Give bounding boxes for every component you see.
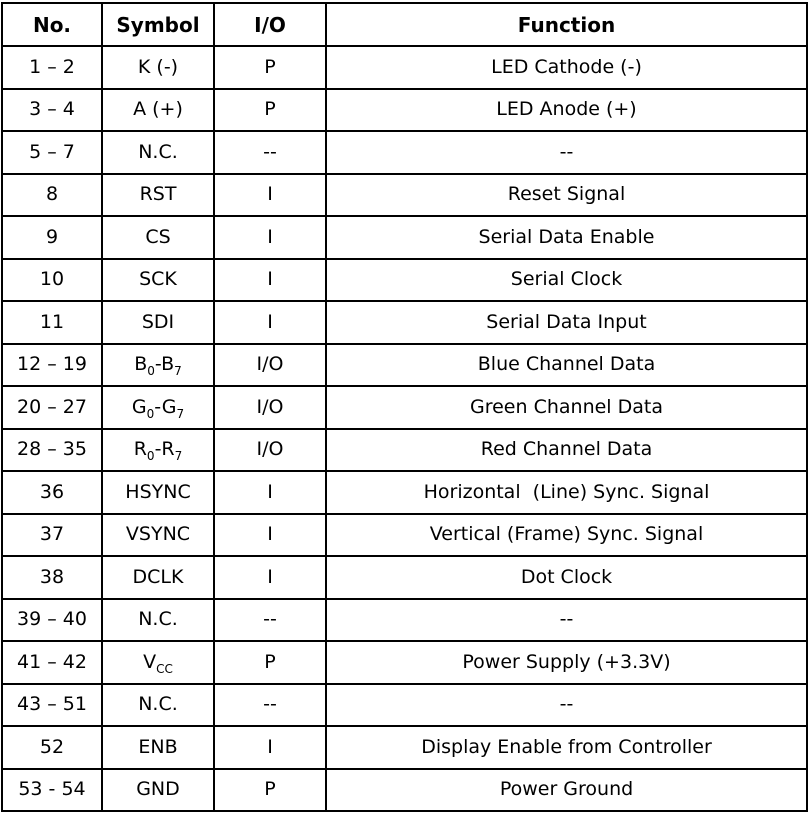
symbol-base: G [131,395,147,418]
pin-no: 12 – 19 [2,344,102,387]
pin-function: Serial Data Enable [326,216,807,259]
table-row [2,301,807,344]
table-row [2,514,807,557]
symbol-base: SCK [139,268,177,291]
pin-io: I [214,301,326,344]
symbol-base: N.C. [138,608,178,631]
pin-symbol [102,386,214,429]
pin-symbol [102,599,214,642]
pin-io: I [214,216,326,259]
header-no: No. [2,3,102,46]
pin-function: LED Cathode (-) [326,46,807,89]
symbol-subscript-end: 7 [174,364,182,379]
pin-symbol [102,769,214,812]
symbol-base: R [133,438,147,461]
pin-function: -- [326,684,807,727]
table-row [2,344,807,387]
table-row [2,259,807,302]
header-symbol: Symbol [102,3,214,46]
pin-no: 39 – 40 [2,599,102,642]
symbol-base: VSYNC [125,523,191,546]
symbol-subscript-end: 7 [176,406,185,421]
pin-io: I/O [214,386,326,429]
pin-function: Red Channel Data [326,429,807,472]
pin-function: Serial Data Input [326,301,807,344]
pin-function: Vertical (Frame) Sync. Signal [326,514,807,557]
pin-symbol [102,344,214,387]
symbol-subscript: 0 [146,406,155,421]
pin-io: P [214,89,326,132]
pin-symbol [102,684,214,727]
table-row [2,471,807,514]
table-header-row [2,3,807,46]
symbol-base: SDI [141,310,175,333]
pin-symbol [102,429,214,472]
table-row [2,174,807,217]
pin-symbol [102,174,214,217]
pin-no: 36 [2,471,102,514]
table-row [2,216,807,259]
symbol-base: DCLK [132,565,184,588]
pin-io: P [214,46,326,89]
pin-symbol [102,131,214,174]
table-row [2,556,807,599]
table-row [2,684,807,727]
symbol-base: A (+) [133,98,183,121]
table-row [2,429,807,472]
symbol-base: ENB [138,735,178,758]
symbol-subscript: CC [156,661,173,676]
pin-io: I [214,556,326,599]
pin-no: 53 - 54 [2,769,102,812]
pin-symbol [102,259,214,302]
symbol-mid: -G [154,395,177,418]
symbol-base: N.C. [138,140,178,163]
pin-function: -- [326,131,807,174]
pin-no: 9 [2,216,102,259]
pin-symbol [102,641,214,684]
pin-no: 1 – 2 [2,46,102,89]
pin-function: LED Anode (+) [326,89,807,132]
table-row [2,89,807,132]
pin-io: -- [214,684,326,727]
pin-symbol [102,471,214,514]
pin-function: Blue Channel Data [326,344,807,387]
symbol-mid: -R [154,438,175,461]
pin-function: Power Ground [326,769,807,812]
pin-no: 37 [2,514,102,557]
pin-symbol [102,89,214,132]
symbol-base: K (-) [137,55,179,78]
pin-function: Display Enable from Controller [326,726,807,769]
pin-no: 52 [2,726,102,769]
pin-io: I [214,726,326,769]
pin-function: -- [326,599,807,642]
table-row [2,769,807,812]
symbol-base: B [134,353,148,376]
pin-function: Reset Signal [326,174,807,217]
table-row [2,46,807,89]
pin-io: -- [214,599,326,642]
table-row [2,599,807,642]
symbol-base: GND [136,778,180,801]
pin-symbol [102,514,214,557]
pin-io: I [214,471,326,514]
pin-symbol [102,556,214,599]
pin-function: Power Supply (+3.3V) [326,641,807,684]
symbol-base: N.C. [138,693,178,716]
pin-function: Dot Clock [326,556,807,599]
pin-no: 8 [2,174,102,217]
pin-no: 43 – 51 [2,684,102,727]
pin-io: I/O [214,344,326,387]
table-row [2,641,807,684]
symbol-base: CS [145,225,171,248]
pin-no: 20 – 27 [2,386,102,429]
header-io: I/O [214,3,326,46]
pin-io: P [214,641,326,684]
pin-io: I [214,174,326,217]
symbol-subscript: 0 [146,449,155,464]
pin-function: Horizontal (Line) Sync. Signal [326,471,807,514]
pin-no: 38 [2,556,102,599]
pin-symbol [102,46,214,89]
pin-no: 3 – 4 [2,89,102,132]
pin-symbol [102,216,214,259]
symbol-mid: -B [154,353,175,376]
pin-symbol [102,301,214,344]
pin-io: -- [214,131,326,174]
pin-function: Green Channel Data [326,386,807,429]
pin-function: Serial Clock [326,259,807,302]
pin-assignment-table [1,2,808,812]
symbol-base: HSYNC [125,480,191,503]
symbol-base: V [143,650,157,673]
pin-io: I [214,259,326,302]
symbol-base: RST [139,183,177,206]
pin-symbol [102,726,214,769]
pin-no: 28 – 35 [2,429,102,472]
table-row [2,131,807,174]
pin-no: 41 – 42 [2,641,102,684]
table-row [2,386,807,429]
header-function: Function [326,3,807,46]
symbol-subscript: 0 [147,364,155,379]
pin-no: 5 – 7 [2,131,102,174]
pin-no: 10 [2,259,102,302]
table-row [2,726,807,769]
pin-io: I/O [214,429,326,472]
pin-io: P [214,769,326,812]
symbol-subscript-end: 7 [174,449,183,464]
pin-io: I [214,514,326,557]
pin-no: 11 [2,301,102,344]
